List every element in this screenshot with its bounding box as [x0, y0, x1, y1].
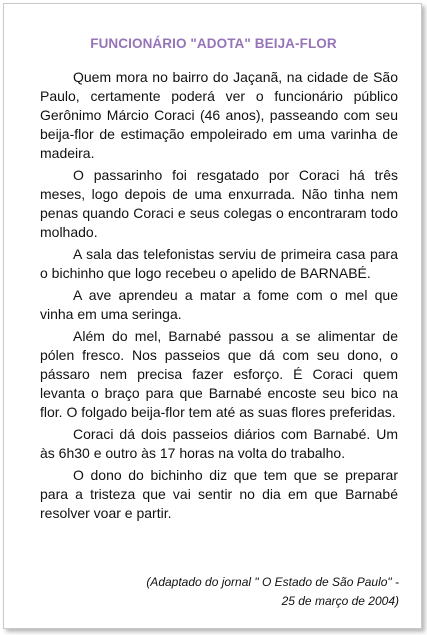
article-title: FUNCIONÁRIO "ADOTA" BEIJA-FLOR — [90, 36, 337, 51]
source-line-1: (Adaptado do jornal " O Estado de São Paulo" - — [146, 575, 399, 589]
paragraph-6: Coraci dá dois passeios diários com Barnabé. Um às 6h30 e outro às 17 horas na volta do trabalho. — [40, 426, 398, 461]
paragraph-1: Quem mora no bairro do Jaçanã, na cidade de São Paulo, certamente poderá ver o funcionário público Gerônimo Márcio Coraci (46 anos), passeando com seu beija-flor de estimação empoleirado em uma varinha de madeira. — [40, 69, 398, 161]
source-line-2: 25 de março de 2004) — [281, 594, 399, 608]
paragraph-3: A sala das telefonistas serviu de primeira casa para o bichinho que logo recebeu o apelido de BARNABÉ. — [40, 246, 398, 281]
paragraph-7: O dono do bichinho diz que tem que se preparar para a tristeza que vai sentir no dia em que Barnabé resolver voar e partir. — [40, 467, 398, 521]
source-citation — [79, 573, 399, 611]
article-body — [40, 68, 398, 526]
paragraph-2: O passarinho foi resgatado por Coraci há três meses, logo depois de uma enxurrada. Não tinha nem penas quando Coraci e seus colegas o encontraram todo molhado. — [40, 167, 398, 240]
paragraph-5: Além do mel, Barnabé passou a se alimentar de pólen fresco. Nos passeios que dá com seu dono, o pássaro nem precisa fazer esforço. É Coraci quem levanta o braço para que Barnabé encoste seu bico na flor. O folgado beija-flor tem até as suas flores preferidas. — [40, 328, 398, 420]
paragraph-4: A ave aprendeu a matar a fome com o mel que vinha em uma seringa. — [40, 287, 398, 322]
